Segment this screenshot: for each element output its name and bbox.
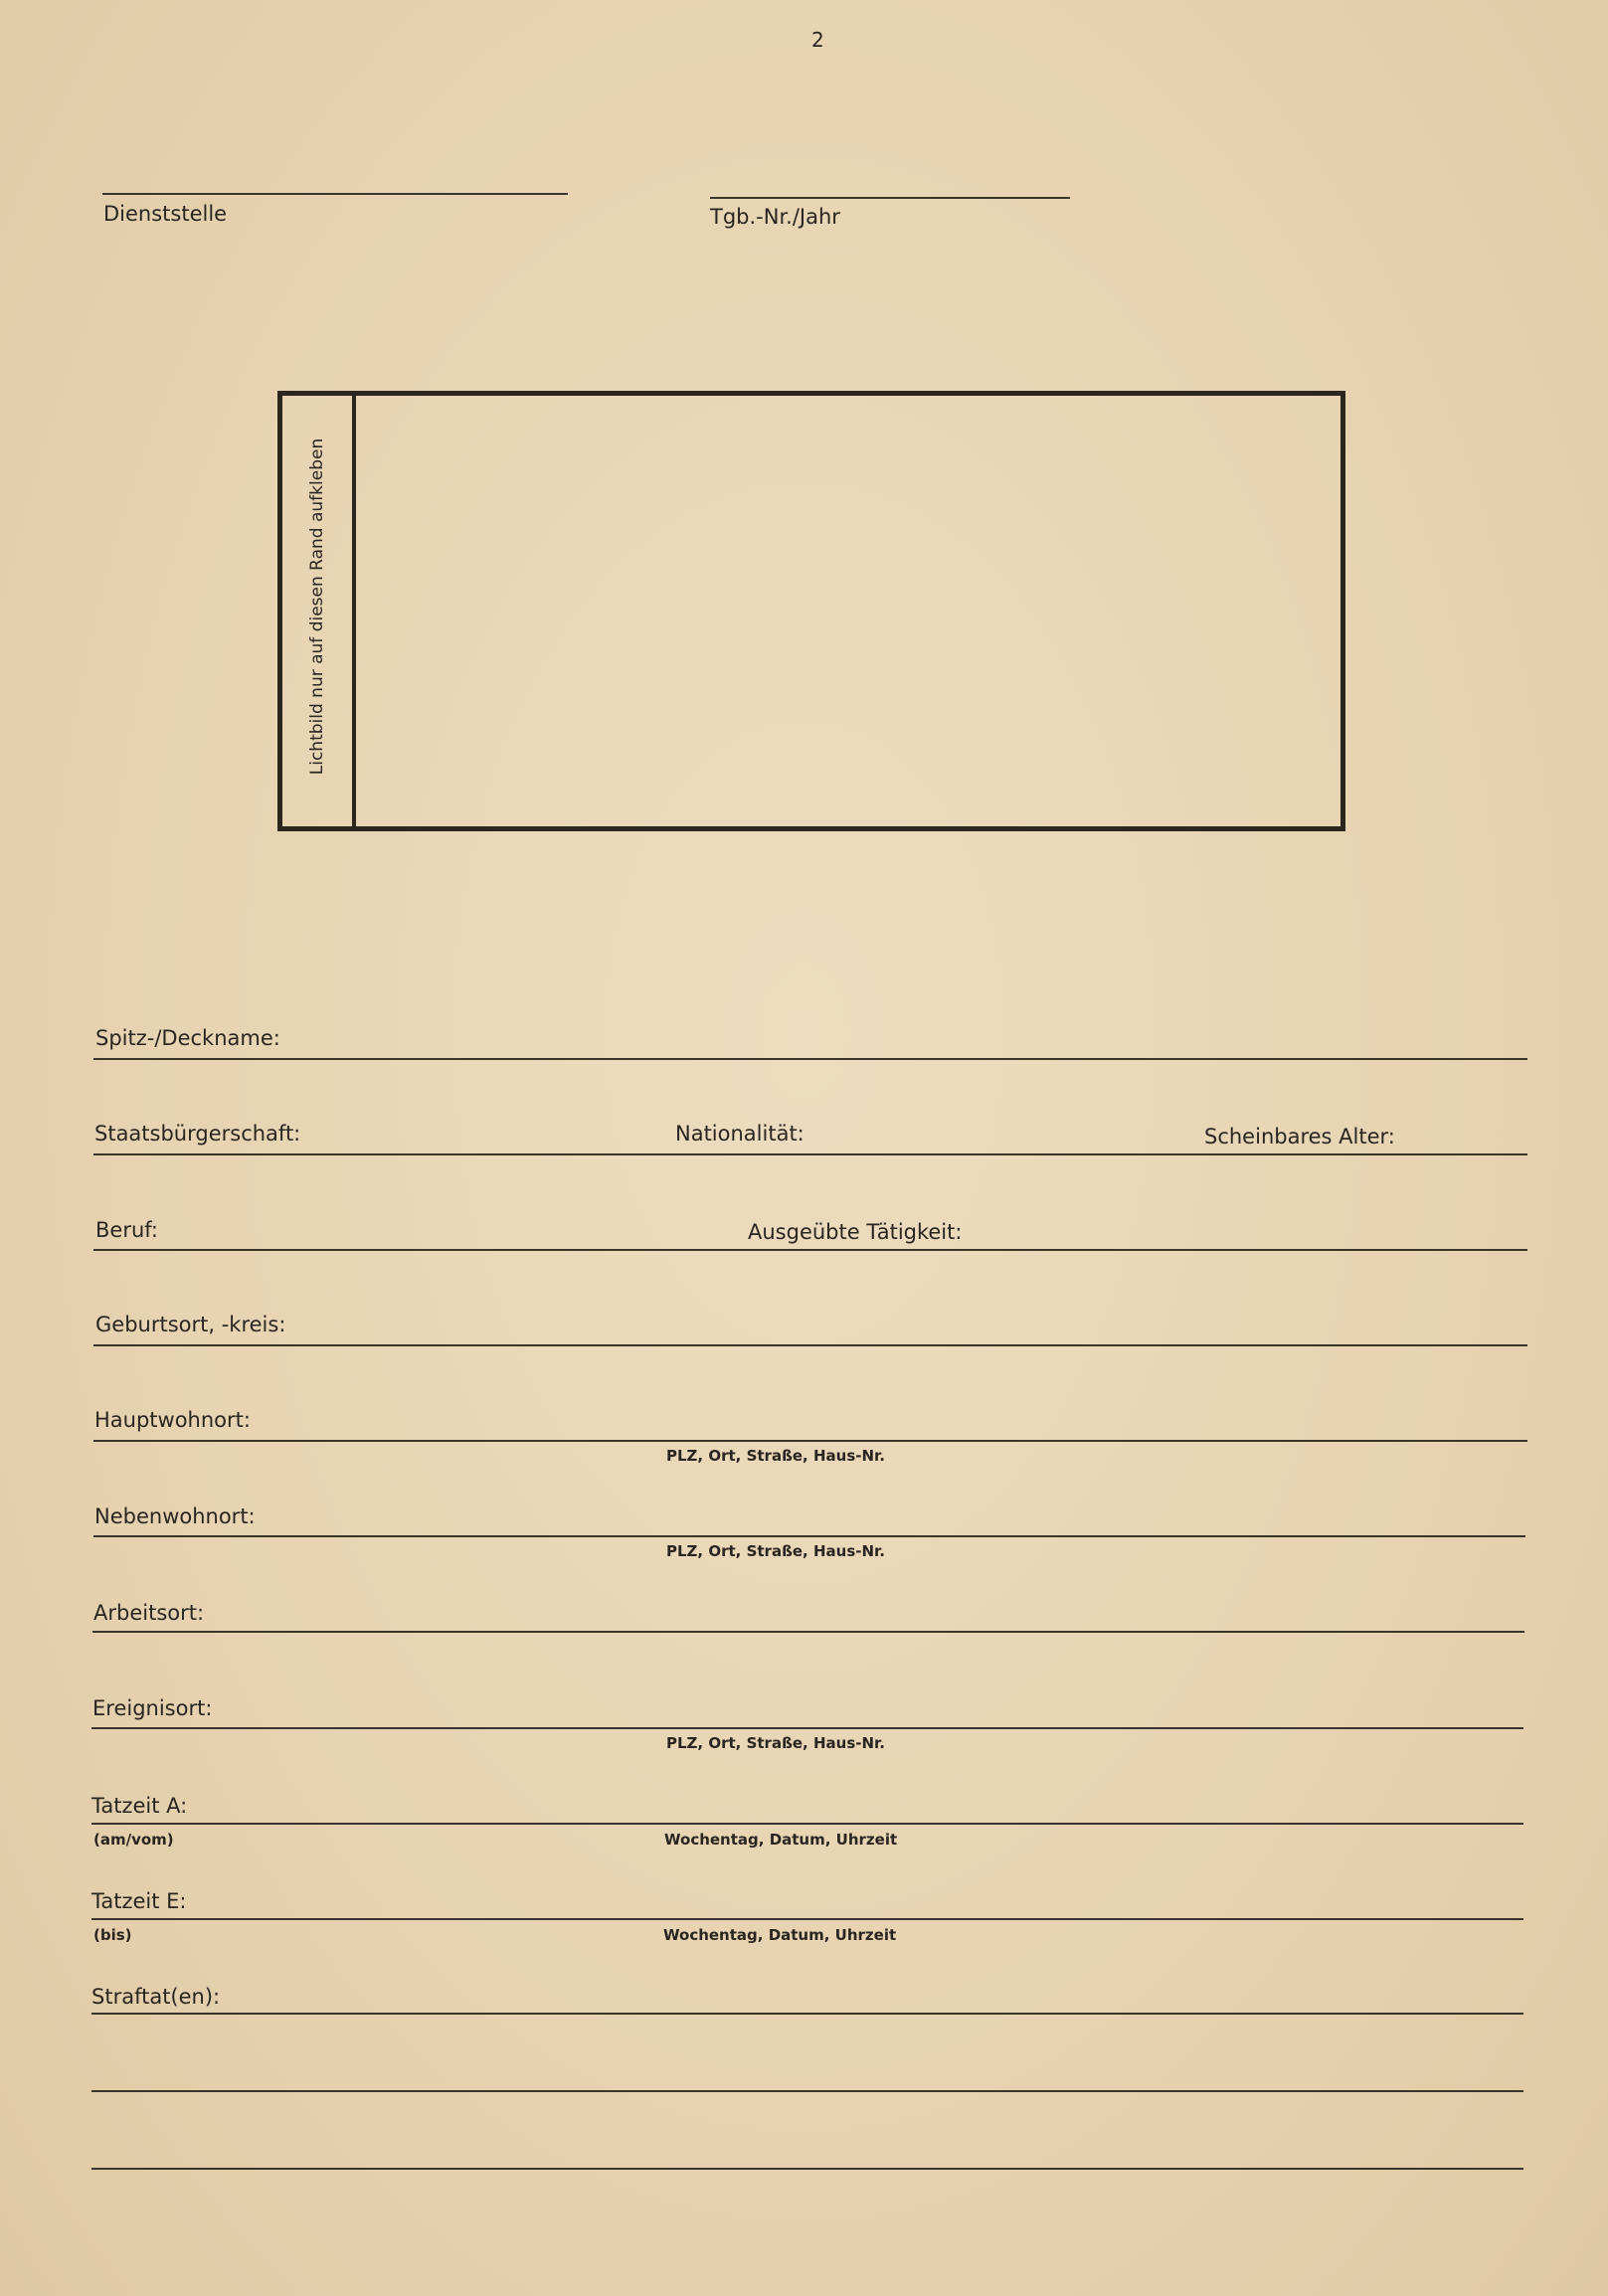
ereignisort-label: Ereignisort: [92, 1696, 213, 1720]
arbeitsort-label: Arbeitsort: [93, 1601, 205, 1625]
straftaten-label: Straftat(en): [91, 1985, 221, 2009]
nebenwohnort-label: Nebenwohnort: [94, 1504, 256, 1528]
ausgeuebte-taetigkeit-label: Ausgeübte Tätigkeit: [748, 1220, 963, 1244]
staatsbuergerschaft-field[interactable] [93, 1153, 1527, 1155]
straftaten-field-1[interactable] [91, 2013, 1523, 2015]
tgb-line [710, 197, 1070, 199]
spitzname-field[interactable] [93, 1058, 1527, 1060]
nationalitaet-label: Nationalität: [675, 1122, 804, 1146]
ereignisort-field[interactable] [91, 1727, 1523, 1729]
staatsbuergerschaft-label: Staatsbürgerschaft: [94, 1122, 301, 1146]
page-number: 2 [811, 28, 824, 52]
tatzeit-e-label: Tatzeit E: [91, 1889, 187, 1913]
time-hint-tatzeit-e: Wochentag, Datum, Uhrzeit [663, 1926, 897, 1944]
spitzname-label: Spitz-/Deckname: [95, 1026, 280, 1050]
straftaten-field-3[interactable] [91, 2168, 1523, 2170]
address-hint-nebenwohnort: PLZ, Ort, Straße, Haus-Nr. [666, 1542, 885, 1560]
time-hint-tatzeit-a: Wochentag, Datum, Uhrzeit [664, 1831, 898, 1849]
beruf-field[interactable] [93, 1249, 1527, 1251]
photo-box[interactable] [277, 391, 1345, 831]
tatzeit-a-field[interactable] [91, 1823, 1523, 1825]
geburtsort-label: Geburtsort, -kreis: [95, 1313, 286, 1336]
tatzeit-e-sub: (bis) [93, 1926, 132, 1944]
dienststelle-line [102, 193, 568, 195]
scheinbares-alter-label: Scheinbares Alter: [1204, 1125, 1395, 1148]
hauptwohnort-field[interactable] [93, 1440, 1527, 1442]
address-hint-hauptwohnort: PLZ, Ort, Straße, Haus-Nr. [666, 1447, 885, 1465]
tgb-label: Tgb.-Nr./Jahr [710, 205, 840, 229]
hauptwohnort-label: Hauptwohnort: [94, 1408, 251, 1432]
geburtsort-field[interactable] [93, 1344, 1527, 1346]
tatzeit-a-sub: (am/vom) [93, 1831, 174, 1849]
tatzeit-e-field[interactable] [91, 1918, 1523, 1920]
photo-margin-note: Lichtbild nur auf diesen Rand aufkleben [307, 438, 327, 776]
arbeitsort-field[interactable] [92, 1631, 1524, 1633]
dienststelle-label: Dienststelle [103, 202, 228, 226]
photo-margin-divider [352, 396, 356, 826]
tatzeit-a-label: Tatzeit A: [91, 1794, 188, 1818]
nebenwohnort-field[interactable] [93, 1535, 1525, 1537]
beruf-label: Beruf: [95, 1218, 158, 1242]
address-hint-ereignisort: PLZ, Ort, Straße, Haus-Nr. [666, 1734, 885, 1752]
straftaten-field-2[interactable] [91, 2090, 1523, 2092]
